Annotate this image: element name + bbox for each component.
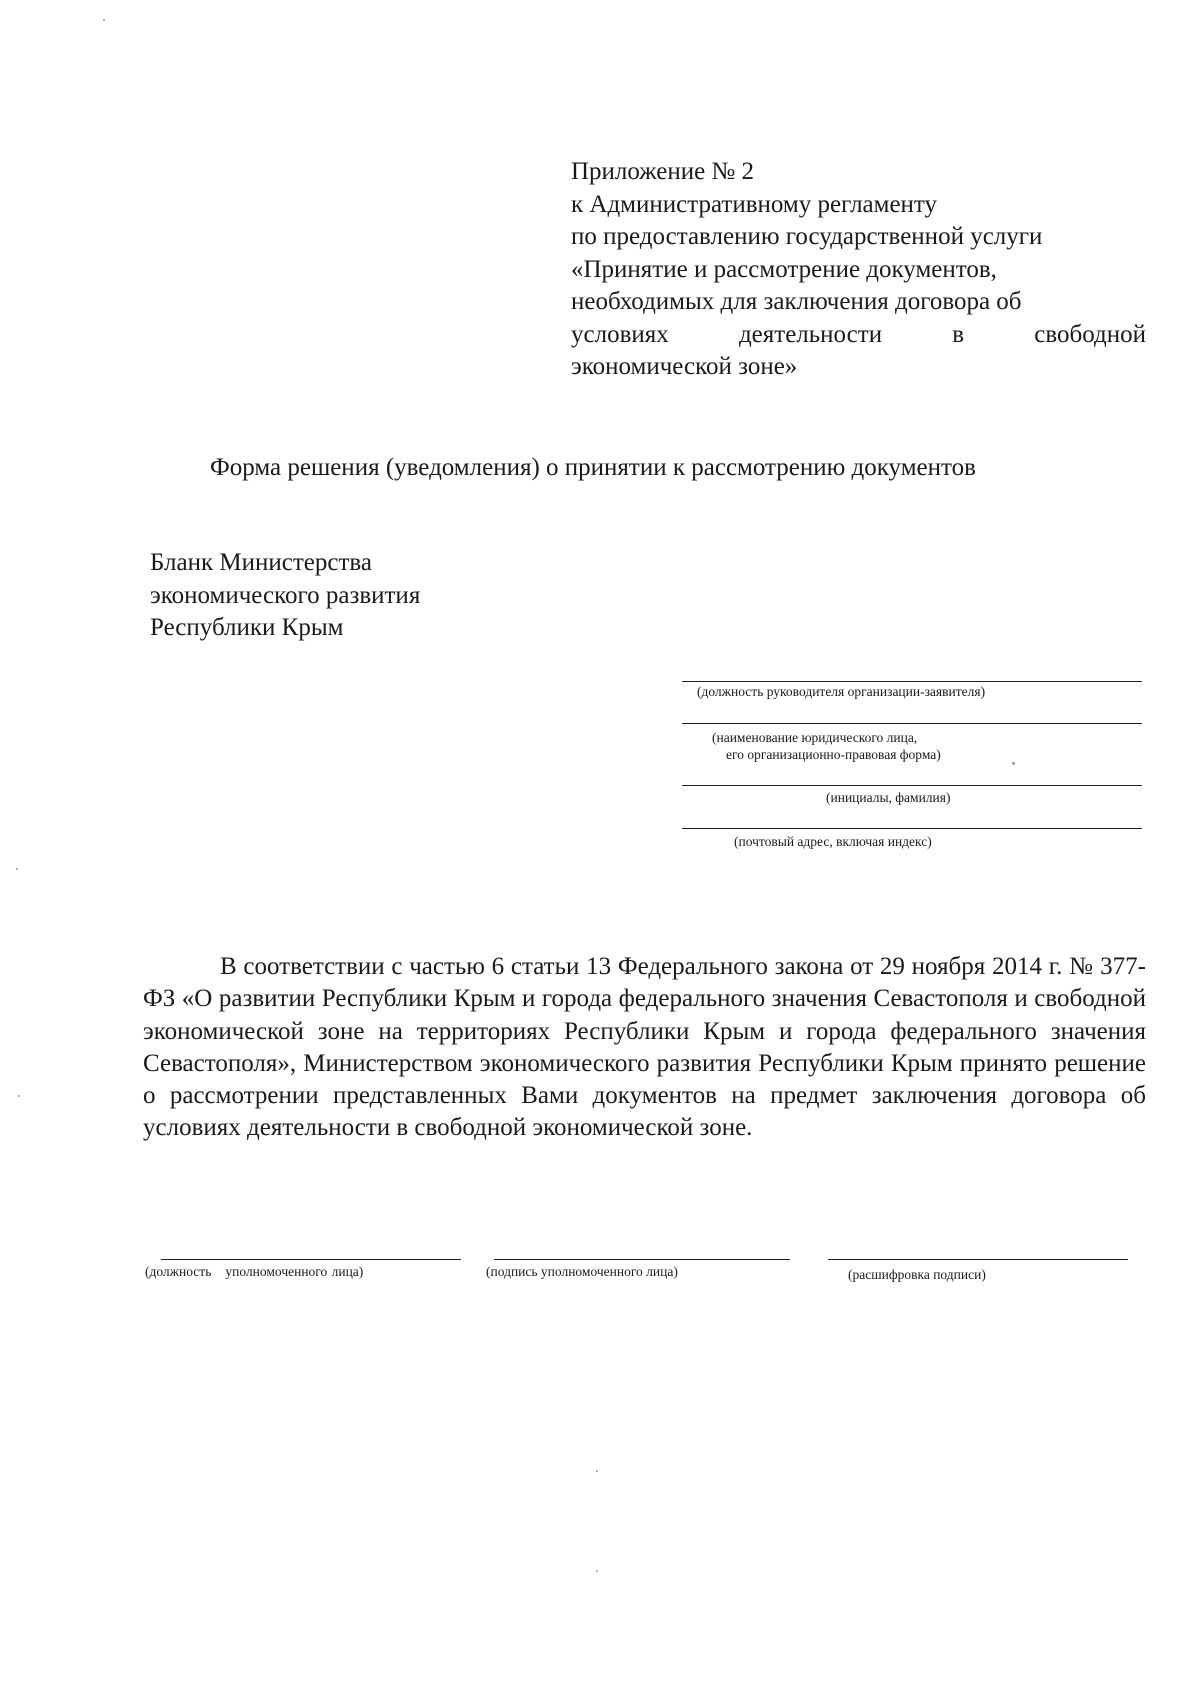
signature-decryption-caption: (расшифровка подписи) [848, 1267, 986, 1282]
authorized-position-field[interactable] [145, 1259, 461, 1280]
appendix-word: свободной [1034, 320, 1146, 348]
position-field-caption: (должность руководителя организации-заявителя) [697, 684, 986, 699]
postal-address-field-caption: (почтовый адрес, включая индекс) [734, 834, 932, 849]
appendix-line: по предоставлению государственной услуги [571, 223, 1043, 250]
appendix-line: Приложение № 2 [571, 158, 755, 185]
signature-caption: (подпись уполномоченного лица) [486, 1264, 678, 1279]
initials-field-caption: (инициалы, фамилия) [826, 790, 951, 805]
appendix-line: необходимых для заключения договора об [571, 288, 1022, 315]
authorized-position-caption-word1: (должность [145, 1264, 212, 1279]
appendix-line: экономической зоне» [571, 353, 798, 380]
entity-name-field-caption [682, 724, 1142, 763]
addressee-block [682, 681, 1142, 850]
scan-speck [596, 1570, 598, 1572]
form-title: Форма решения (уведомления) о принятии к рассмотрению документов [210, 454, 976, 481]
entity-name-field[interactable] [682, 723, 1142, 763]
appendix-line: «Принятие и рассмотрение документов, [571, 255, 997, 283]
entity-caption-line1: (наименование юридического лица, [712, 730, 918, 745]
letterhead-line: Республики Крым [150, 614, 344, 641]
appendix-line: к Административному регламенту [571, 190, 938, 218]
authorized-position-caption-word2: уполномоченного лица) [225, 1264, 364, 1279]
appendix-word: в [952, 320, 965, 348]
scan-speck [1012, 762, 1015, 765]
appendix-header [571, 156, 1146, 384]
signature-decryption-field[interactable] [828, 1259, 1128, 1283]
scan-speck [103, 19, 105, 21]
scan-speck [18, 1095, 20, 1097]
appendix-word: условиях [571, 320, 669, 348]
scan-speck [596, 1470, 598, 1472]
letterhead-line: Бланк Министерства [150, 549, 372, 576]
entity-caption-line2: его организационно-правовая форма) [726, 747, 941, 762]
appendix-justified-line [571, 319, 1146, 352]
initials-field[interactable] [682, 785, 1142, 806]
scan-speck [16, 868, 18, 870]
authorized-position-caption [145, 1260, 461, 1280]
postal-address-field[interactable] [682, 828, 1142, 850]
letterhead-line: экономического развития [150, 581, 421, 609]
decision-paragraph: В соответствии с частью 6 статьи 13 Федерального закона от 29 ноября 2014 г. № 377-ФЗ «О развитии Республики Крым и города федерального значения Севастополя и свободной экономической зоне на территориях Республики Крым и города федерального значения Севастополя», Министерством экономического развития Республики Крым принято решение о рассмотрении представленных Вами документов на предмет заключения договора об условиях деятельности в свободной экономической зоне. [143, 953, 1146, 1142]
appendix-word: деятельности [738, 320, 883, 348]
signature-field[interactable] [486, 1259, 790, 1280]
ministry-letterhead [150, 547, 420, 645]
position-field[interactable] [682, 681, 1142, 700]
